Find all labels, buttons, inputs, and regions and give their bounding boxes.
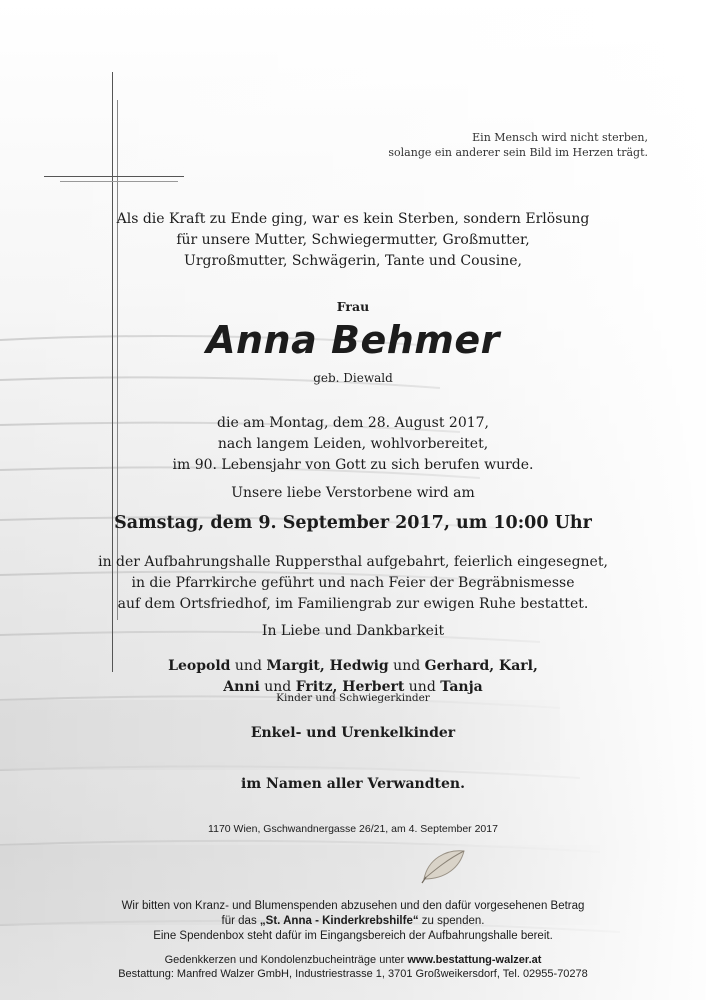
donation-line: Wir bitten von Kranz- und Blumenspenden abzusehen und den dafür vorgesehenen Betrag — [121, 900, 585, 912]
relatives-line: im Namen aller Verwandten. — [241, 776, 465, 792]
donation-line — [0, 914, 706, 929]
closing-phrase: In Liebe und Dankbarkeit — [261, 623, 445, 639]
family-name: Tanja — [440, 679, 483, 695]
family-name: Leopold — [168, 658, 231, 674]
ceremony-line: in der Aufbahrungshalle Ruppersthal aufgebahrt, feierlich eingesegnet, — [98, 554, 608, 570]
intro-line: Urgroßmutter, Schwägerin, Tante und Cousine, — [184, 253, 522, 269]
intro-line: Als die Kraft zu Ende ging, war es kein Sterben, sondern Erlösung — [116, 211, 590, 227]
salutation: Frau — [336, 299, 370, 314]
donation-notice — [0, 899, 706, 944]
cross-horizontal-line — [44, 176, 184, 177]
death-line: die am Montag, dem 28. August 2017, — [217, 415, 489, 431]
death-line: nach langem Leiden, wohlvorbereitet, — [217, 436, 489, 452]
ceremony-text — [0, 552, 706, 615]
grandchildren: Enkel- und Urenkelkinder — [250, 725, 456, 741]
footer-line — [0, 953, 706, 967]
family-name: Gerhard, Karl, — [424, 658, 538, 674]
born-name: geb. Diewald — [313, 371, 393, 385]
footer — [0, 953, 706, 981]
family-conjunction: und — [230, 658, 267, 674]
charity-name: „St. Anna - Kinderkrebshilfe“ — [259, 915, 419, 927]
donation-text: für das — [221, 915, 260, 927]
deceased-name: Anna Behmer — [206, 318, 500, 362]
family-conjunction: und — [259, 679, 296, 695]
family-name: Anni — [223, 679, 260, 695]
donation-line: Eine Spendenbox steht dafür im Eingangsbereich der Aufbahrungshalle bereit. — [153, 930, 553, 942]
death-notice — [0, 413, 706, 476]
announcement: Unsere liebe Verstorbene wird am — [231, 485, 475, 501]
family-conjunction: und — [388, 658, 425, 674]
cross-horizontal-line-secondary — [60, 181, 178, 182]
place-date: 1170 Wien, Gschwandnergasse 26/21, am 4. September 2017 — [208, 823, 498, 835]
family-conjunction: und — [404, 679, 441, 695]
quote-line: solange ein anderer sein Bild im Herzen trägt. — [388, 146, 648, 159]
family-line — [0, 656, 706, 677]
quote — [388, 130, 648, 160]
death-line: im 90. Lebensjahr von Gott zu sich berufen wurde. — [172, 457, 534, 473]
intro-text — [0, 209, 706, 272]
donation-text: zu spenden. — [418, 915, 485, 927]
footer-text: Gedenkkerzen und Kondolenzbucheinträge unter — [164, 954, 408, 966]
footer-line: Bestattung: Manfred Walzer GmbH, Industriestrasse 1, 3701 Großweikersdorf, Tel. 02955-70278 — [118, 968, 588, 980]
website-link[interactable]: www.bestattung-walzer.at — [407, 954, 542, 966]
intro-line: für unsere Mutter, Schwiegermutter, Großmutter, — [176, 232, 530, 248]
funeral-date: Samstag, dem 9. September 2017, um 10:00 Uhr — [114, 513, 592, 533]
ceremony-line: in die Pfarrkirche geführt und nach Feier der Begräbnismesse — [131, 575, 575, 591]
family-caption: Kinder und Schwiegerkinder — [276, 692, 430, 704]
family-name: Fritz, Herbert — [295, 679, 405, 695]
family-name: Margit, Hedwig — [266, 658, 389, 674]
leaf-icon — [420, 845, 468, 885]
quote-line: Ein Mensch wird nicht sterben, — [472, 131, 648, 144]
ceremony-line: auf dem Ortsfriedhof, im Familiengrab zur ewigen Ruhe bestattet. — [117, 596, 589, 612]
